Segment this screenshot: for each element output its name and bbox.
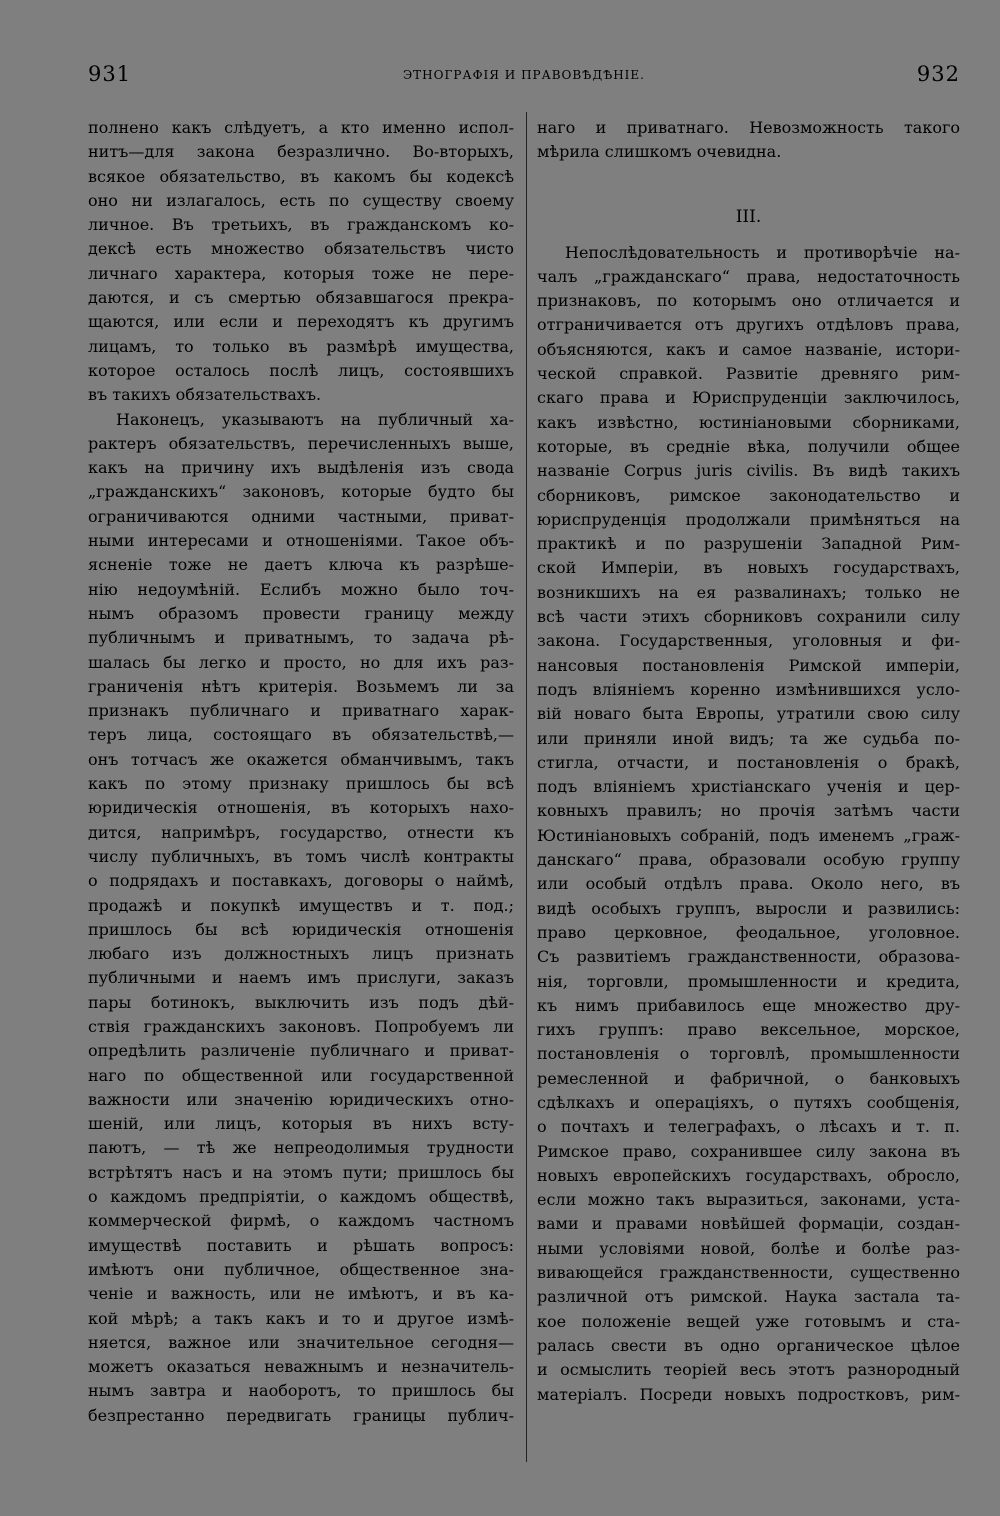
text-line: публичнымъ и приватнымъ, то задача рѣ- — [88, 628, 514, 648]
text-line: различной отъ римской. Наука застала та- — [537, 1287, 960, 1307]
text-line: дится, напримѣръ, государство, отнести къ — [88, 822, 514, 842]
text-line: вивающейся гражданственности, существенно — [537, 1263, 960, 1283]
running-header — [88, 62, 960, 92]
text-line: ограничиваются одними частными, приват- — [88, 506, 514, 526]
text-line: нія, торговли, промышленности и кредита, — [537, 971, 960, 991]
text-line: къ нимъ прибавилось еще множество дру- — [537, 995, 960, 1015]
text-line: вами и правами новѣйшей формаціи, создан- — [537, 1214, 960, 1234]
section-spacer — [537, 165, 960, 187]
text-line: няется, важное или значительное сегодня— — [88, 1332, 514, 1352]
text-line: имуществѣ поставить и рѣшать вопросъ: — [88, 1235, 514, 1255]
text-line: пары ботинокъ, выключить изъ подъ дѣй- — [88, 992, 514, 1012]
text-line: о каждомъ предпріятіи, о каждомъ обществѣ, — [88, 1187, 514, 1207]
text-line: нію недоумѣній. Еслибъ можно было точ- — [88, 579, 514, 599]
text-line: Римское право, сохранившее силу закона въ — [537, 1141, 960, 1161]
text-line: оно ни излагалось, есть по существу своему — [88, 190, 514, 210]
text-line: которые, въ средніе вѣка, получили общее — [537, 436, 960, 456]
text-line: нымъ образомъ провести границу между — [88, 603, 514, 623]
left-page-number: 931 — [88, 62, 132, 86]
text-line: шалась бы легко и просто, но для ихъ раз- — [88, 652, 514, 672]
text-line: данскаго“ права, образовали особую группу — [537, 850, 960, 870]
text-line: возникшихъ на ея развалинахъ; только не — [537, 582, 960, 602]
text-line: названіе Corpus juris civilis. Въ видѣ такихъ — [537, 461, 960, 481]
text-line: признаковъ, по которымъ оно отличается и — [537, 291, 960, 311]
text-line: или особый отдѣлъ права. Около него, въ — [537, 874, 960, 894]
text-line: любаго изъ должностныхъ лицъ признать — [88, 944, 514, 964]
text-line: какъ на причину ихъ выдѣленія изъ свода — [88, 458, 514, 478]
section-heading: III. — [735, 206, 762, 227]
text-line: юридическія отношенія, въ которыхъ нахо- — [88, 798, 514, 818]
text-line: и осмыслить теоріей весь этотъ разнородный — [537, 1360, 960, 1380]
text-line: коммерческой фирмѣ, о каждомъ частномъ — [88, 1211, 514, 1231]
text-line: дексѣ есть множество обязательствъ чисто — [88, 239, 514, 259]
text-line: скаго права и Юриспруденціи заключилось, — [537, 388, 960, 408]
text-line: теръ лица, состоящаго въ обязательствѣ,— — [88, 725, 514, 745]
text-line: щаются, или если и переходятъ къ другимъ — [88, 312, 514, 332]
text-line: важности или значенію юридическихъ отно- — [88, 1089, 514, 1109]
text-line: граниченія нѣтъ критерія. Возьмемъ ли за — [88, 676, 514, 696]
text-line: сдѣлкахъ и операціяхъ, о путяхъ сообщенія, — [537, 1092, 960, 1112]
text-line: Съ развитіемъ гражданственности, образова- — [537, 947, 960, 967]
text-line: всякое обязательство, въ какомъ бы кодексѣ — [88, 166, 514, 186]
text-line: кой мѣрѣ; а такъ какъ и то и другое измѣ- — [88, 1308, 514, 1328]
text-line: юриспруденція продолжали примѣняться на — [537, 509, 960, 529]
text-line: продажѣ и покупкѣ имуществъ и т. под.; — [88, 895, 514, 915]
text-line: мѣрила слишкомъ очевидна. — [537, 142, 782, 162]
text-line: Непослѣдовательность и противорѣчіе на- — [565, 242, 960, 262]
text-line: публичными и наемъ имъ прислуги, заказъ — [88, 968, 514, 988]
text-line: сборниковъ, римское законодательство и — [537, 485, 960, 505]
right-column-continuation — [537, 116, 960, 165]
text-line: какъ извѣстно, юстиніановыми сборниками, — [537, 412, 960, 432]
text-line: чалъ „гражданскаго“ права, недостаточность — [537, 266, 960, 286]
text-line: личное. Въ третьихъ, въ гражданскомъ ко- — [88, 215, 514, 235]
text-line: матеріалъ. Посреди новыхъ подростковъ, рим- — [537, 1384, 960, 1404]
text-line: ралась свести въ одно органическое цѣлое — [537, 1335, 960, 1355]
text-line: нансовыя постановленія Римской имперіи, — [537, 655, 960, 675]
right-page-number: 932 — [916, 62, 960, 86]
text-line: въ такихъ обязательствахъ. — [88, 385, 322, 405]
text-line: гихъ группъ: право вексельное, морское, — [537, 1020, 960, 1040]
text-line: закона. Государственныя, уголовныя и фи- — [537, 631, 960, 651]
text-line: новыхъ европейскихъ государствахъ, обросло, — [537, 1165, 960, 1185]
section-body — [537, 241, 960, 1407]
text-line: Наконецъ, указываютъ на публичный ха- — [116, 409, 514, 429]
right-column — [537, 116, 960, 1407]
text-line: имѣютъ они публичное, общественное зна- — [88, 1259, 514, 1279]
text-line: рактеръ обязательствъ, перечисленныхъ выше, — [88, 433, 514, 453]
running-title: ЭТНОГРАФІЯ И ПРАВОВѢДѢНІЕ. — [403, 68, 645, 82]
text-line: „гражданскихъ“ законовъ, которые будто бы — [88, 482, 514, 502]
text-line: числу публичныхъ, въ томъ числѣ контракты — [88, 846, 514, 866]
text-line: шеній, или лицъ, которыя въ нихъ всту- — [88, 1114, 514, 1134]
text-line: ными интересами и отношеніями. Такое объ- — [88, 531, 514, 551]
text-line: нитъ—для закона безразлично. Во-вторыхъ, — [88, 142, 514, 162]
text-line: наго и приватнаго. Невозможность такого — [537, 118, 960, 137]
text-line: о подрядахъ и поставкахъ, договоры о наймѣ, — [88, 871, 514, 891]
text-line: паютъ, — тѣ же непреодолимыя трудности — [88, 1138, 514, 1158]
text-line: даются, и съ смертью обязавшагося прекра- — [88, 288, 514, 308]
text-line: признакъ публичнаго и приватнаго харак- — [88, 701, 514, 721]
text-line: кое положеніе вещей уже готовымъ и ста- — [537, 1311, 960, 1331]
text-line: видѣ особыхъ группъ, выросли и развились: — [537, 898, 960, 918]
text-line: стигла, отчасти, и постановленія о бракѣ, — [537, 752, 960, 772]
text-line: ческой справкой. Развитіе древняго рим- — [537, 364, 960, 384]
text-line: ствія гражданскихъ законовъ. Попробуемъ ли — [88, 1016, 514, 1036]
text-line: можетъ оказаться неважнымъ и незначитель- — [88, 1357, 514, 1377]
left-column — [88, 116, 514, 1428]
text-line: отграничивается отъ другихъ отдѣловъ права, — [537, 315, 960, 335]
text-line: если можно такъ выразиться, законами, уста- — [537, 1190, 960, 1210]
text-line: ясненіе тоже не даетъ ключа къ разрѣше- — [88, 555, 514, 575]
text-line: лицамъ, то только въ размѣрѣ имущества, — [88, 336, 514, 356]
text-line: опредѣлить различеніе публичнаго и приват- — [88, 1041, 514, 1061]
text-line: наго по общественной или государственной — [88, 1065, 514, 1085]
text-line: практикѣ и по разрушеніи Западной Рим- — [537, 534, 960, 554]
text-line: безпрестанно передвигать границы публич- — [88, 1405, 514, 1425]
text-line: право церковное, феодальное, уголовное. — [537, 922, 960, 942]
text-line: ными условіями новой, болѣе и болѣе раз- — [537, 1238, 960, 1258]
text-line: постановленія о торговлѣ, промышленности — [537, 1044, 960, 1064]
text-line: ковныхъ правилъ; но прочія затѣмъ части — [537, 801, 960, 821]
text-line: ченіе и важность, или не имѣютъ, и въ ка- — [88, 1284, 514, 1304]
text-line: онъ тотчасъ же окажется обманчивымъ, такъ — [88, 749, 514, 769]
text-line: личнаго характера, которыя тоже не пере- — [88, 263, 514, 283]
text-line: подъ вліяніемъ коренно измѣнившихся усло- — [537, 679, 960, 699]
text-line: которое осталось послѣ лицъ, состоявшихъ — [88, 360, 514, 380]
text-line: ской Имперіи, въ новыхъ государствахъ, — [537, 558, 960, 578]
text-line: подъ вліяніемъ христіанскаго ученія и цер- — [537, 777, 960, 797]
text-line: встрѣтятъ насъ и на этомъ пути; пришлось бы — [88, 1162, 514, 1182]
text-line: пришлось бы всѣ юридическія отношенія — [88, 919, 514, 939]
text-line: Юстиніановыхъ собраній, подъ именемъ „граж- — [537, 825, 960, 845]
column-divider — [526, 112, 527, 1462]
text-line: всѣ части этихъ сборниковъ сохранили силу — [537, 607, 960, 627]
text-line: полнено какъ слѣдуетъ, а кто именно испол- — [88, 118, 514, 137]
text-line: нымъ завтра и наоборотъ, то пришлось бы — [88, 1381, 514, 1401]
text-line: о почтахъ и телеграфахъ, о лѣсахъ и т. п. — [537, 1117, 960, 1137]
text-line: вій новаго быта Европы, утратили свою силу — [537, 704, 960, 724]
text-line: или приняли иной видъ; та же судьба по- — [537, 728, 960, 748]
text-line: ремесленной и фабричной, о банковыхъ — [537, 1068, 960, 1088]
text-line: какъ по этому признаку пришлось бы всѣ — [88, 774, 514, 794]
text-line: объясняются, какъ и самое названіе, истори- — [537, 339, 960, 359]
